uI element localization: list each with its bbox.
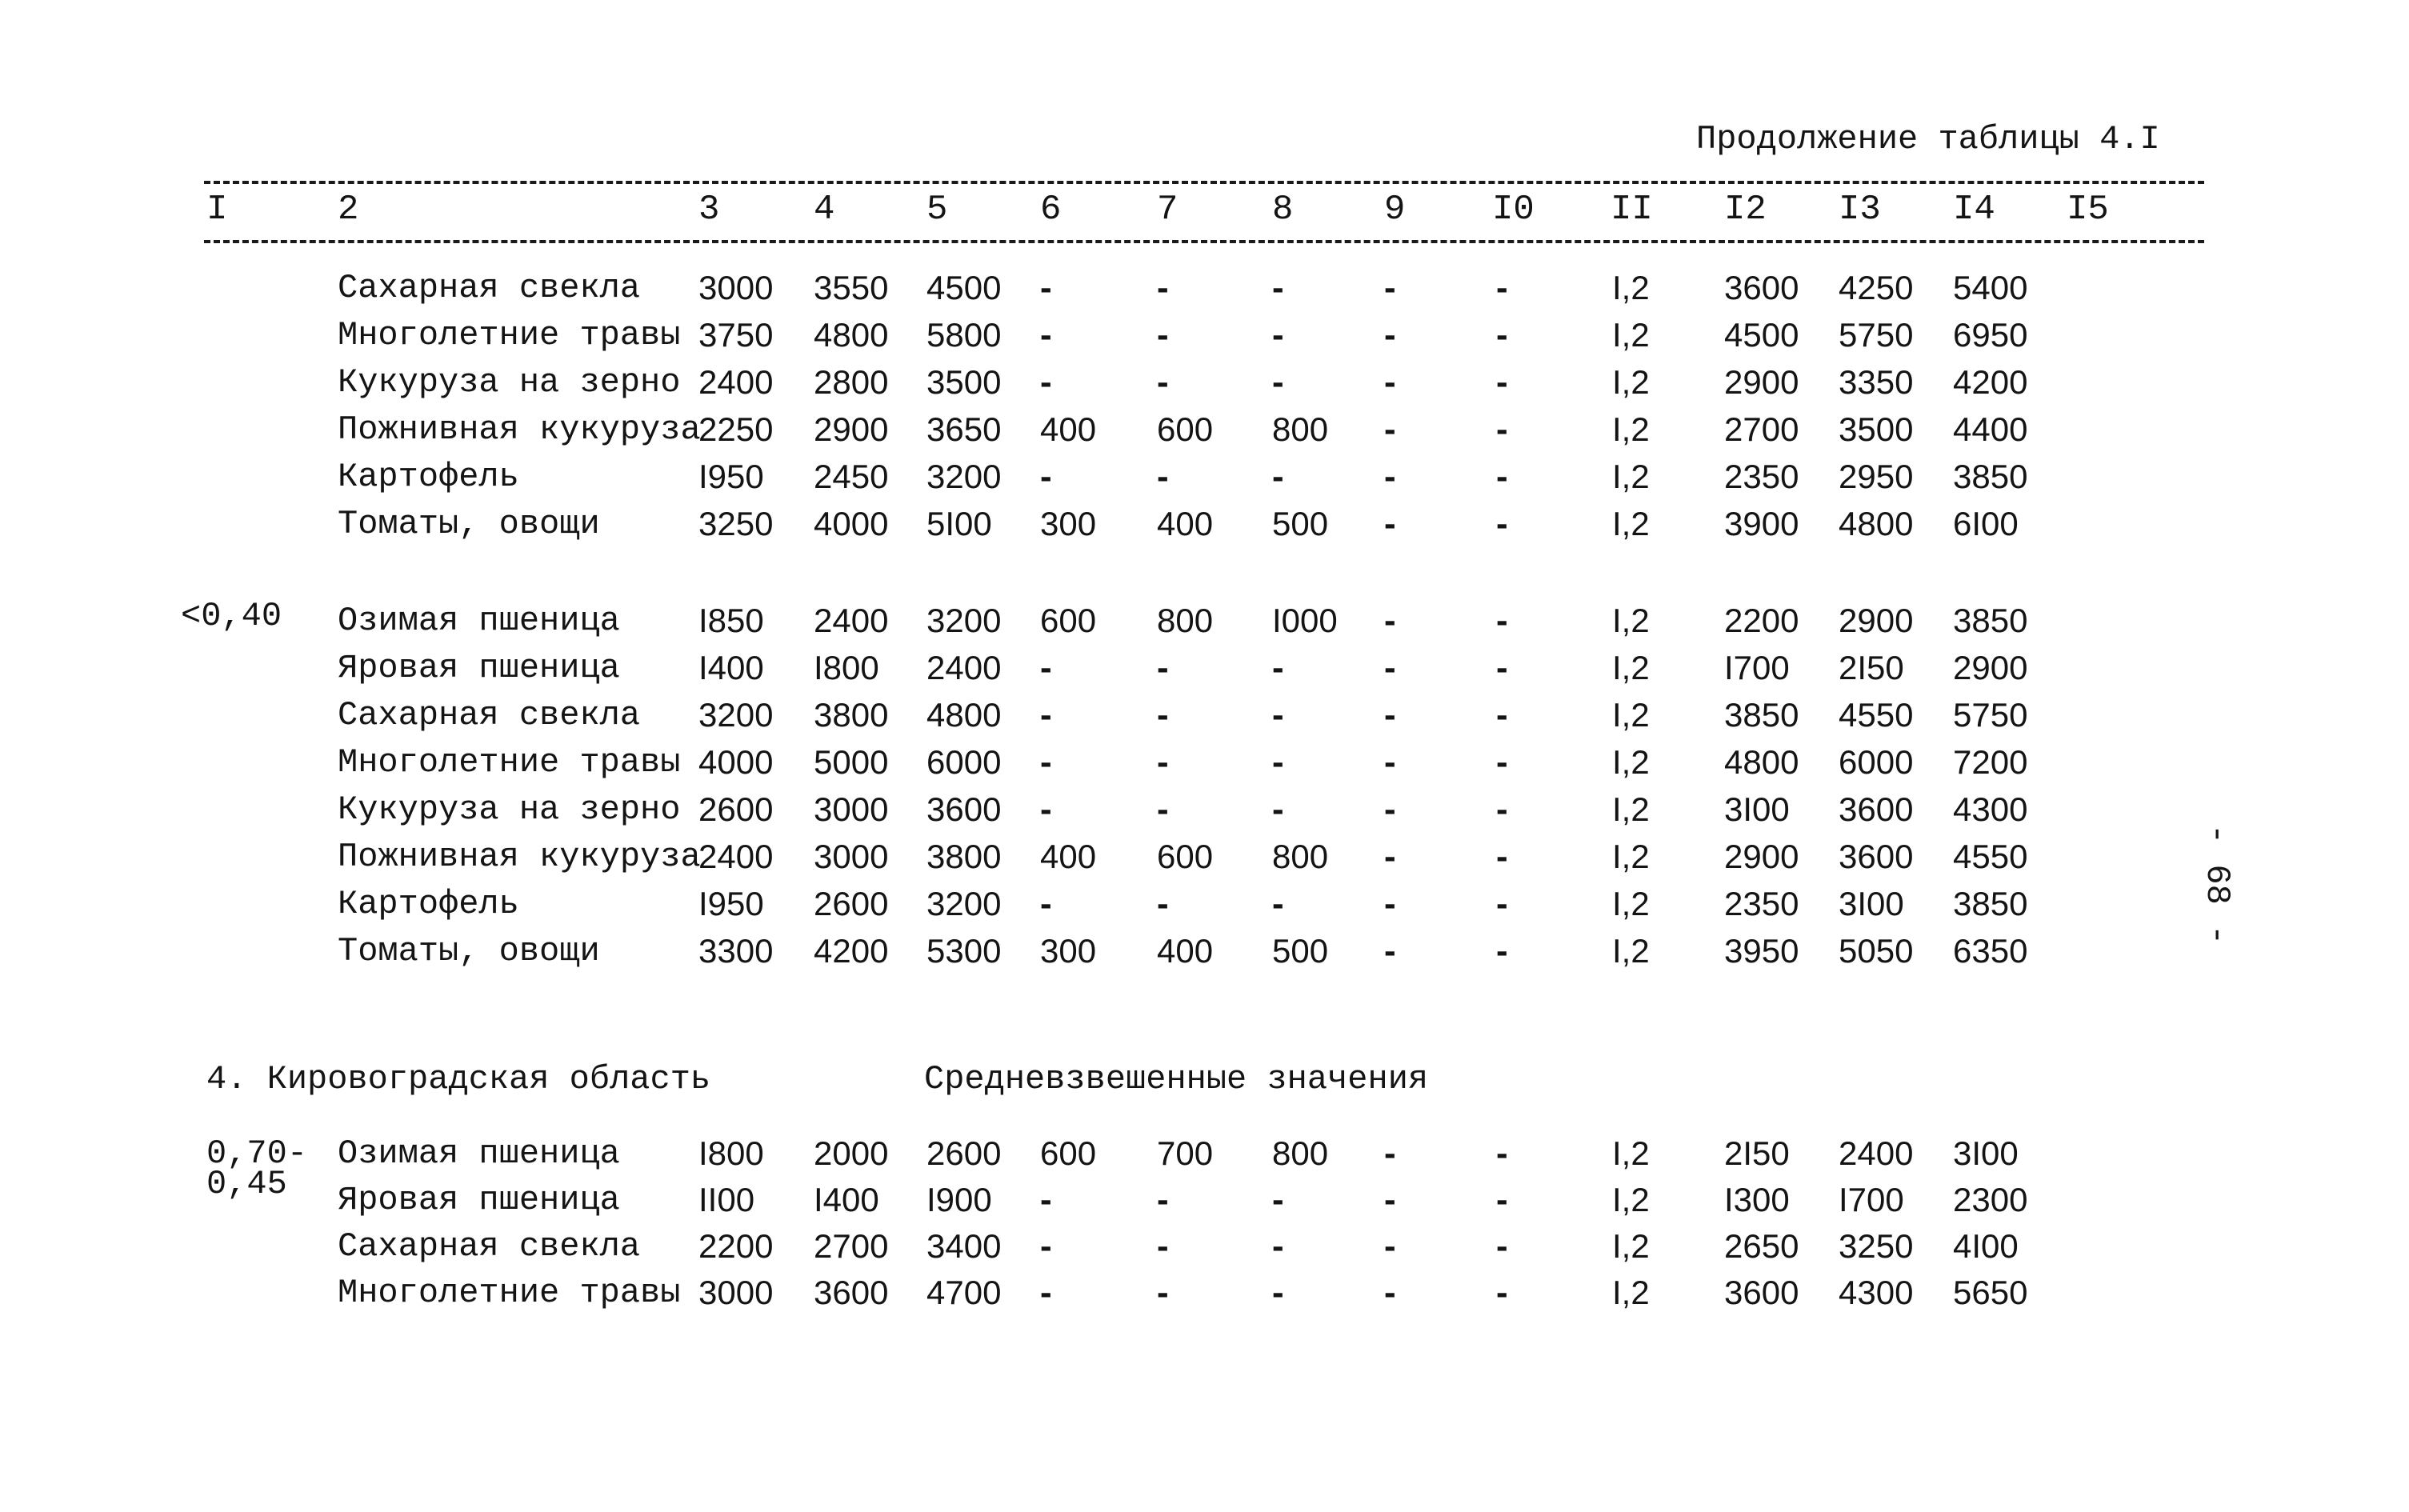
value-cell-c11: I,2 (1612, 316, 1650, 354)
value-cell-c9: - (1384, 268, 1396, 307)
crop-name-cell: Томаты, овощи (338, 505, 600, 543)
table-row (0, 882, 2240, 926)
value-cell-c7: - (1157, 362, 1169, 402)
value-cell-c8: - (1272, 742, 1284, 782)
value-cell-c9: - (1384, 884, 1396, 923)
value-cell-c13: 5050 (1839, 932, 1914, 970)
value-cell-c11: I,2 (1612, 1227, 1650, 1265)
value-cell-c9: - (1384, 601, 1396, 640)
value-cell-c12: 2650 (1724, 1227, 1799, 1265)
crop-name-cell: Пожнивная кукуруза (338, 838, 701, 876)
value-cell-c6: - (1040, 790, 1052, 829)
value-cell-c11: I,2 (1612, 649, 1650, 686)
value-cell-c9: - (1384, 648, 1396, 687)
value-cell-c10: - (1496, 410, 1508, 449)
value-cell-c13: 2950 (1839, 458, 1914, 495)
value-cell-c7: - (1157, 695, 1169, 734)
value-cell-c11: I,2 (1612, 458, 1650, 495)
value-cell-c11: I,2 (1612, 696, 1650, 734)
value-cell-c11: I,2 (1612, 602, 1650, 639)
value-cell-c6: - (1040, 742, 1052, 782)
value-cell-c7: - (1157, 1226, 1169, 1266)
table-row (0, 598, 2240, 643)
value-cell-c6: - (1040, 315, 1052, 354)
value-cell-c7: - (1157, 457, 1169, 496)
value-cell-c5: 3400 (926, 1227, 1002, 1265)
value-cell-c6: - (1040, 884, 1052, 923)
value-cell-c13: 2400 (1839, 1134, 1914, 1172)
value-cell-c3: 2400 (698, 838, 774, 875)
value-cell-c12: 3900 (1724, 505, 1799, 542)
value-cell-c12: 3600 (1724, 269, 1799, 306)
value-cell-c7: 600 (1157, 838, 1214, 875)
value-cell-c6: 600 (1040, 1134, 1097, 1172)
value-cell-c14: 6950 (1953, 316, 2028, 354)
value-cell-c11: I,2 (1612, 932, 1650, 970)
value-cell-c6: 300 (1040, 505, 1097, 542)
table-row (0, 929, 2240, 974)
value-cell-c14: 4300 (1953, 790, 2028, 828)
value-cell-c9: - (1384, 1180, 1396, 1219)
value-cell-c9: - (1384, 790, 1396, 829)
value-cell-c10: - (1496, 1134, 1508, 1173)
crop-name-cell: Пожнивная кукуруза (338, 410, 701, 449)
value-cell-c13: 3250 (1839, 1227, 1914, 1265)
value-cell-c3: 3250 (698, 505, 774, 542)
value-cell-c7: - (1157, 742, 1169, 782)
value-cell-c12: 2350 (1724, 458, 1799, 495)
value-cell-c9: - (1384, 504, 1396, 543)
value-cell-c10: - (1496, 457, 1508, 496)
value-cell-c14: 3850 (1953, 602, 2028, 639)
value-cell-c9: - (1384, 931, 1396, 970)
value-cell-c6: 600 (1040, 602, 1097, 639)
value-cell-c14: 2300 (1953, 1181, 2028, 1218)
group-c-label-line2: 0,45 (206, 1165, 287, 1203)
value-cell-c6: - (1040, 1180, 1052, 1219)
crop-name-cell: Многолетние травы (338, 743, 681, 782)
value-cell-c11: I,2 (1612, 269, 1650, 306)
value-cell-c13: 3350 (1839, 363, 1914, 401)
crop-name-cell: Кукуруза на зерно (338, 363, 681, 402)
value-cell-c3: 2400 (698, 363, 774, 401)
table-row (0, 787, 2240, 832)
crop-name-cell: Сахарная свекла (338, 696, 641, 734)
table-row (0, 740, 2240, 785)
table-row (0, 266, 2240, 310)
crop-name-cell: Картофель (338, 458, 519, 496)
value-cell-c5: 5800 (926, 316, 1002, 354)
value-cell-c8: - (1272, 884, 1284, 923)
value-cell-c6: 300 (1040, 932, 1097, 970)
value-cell-c5: I900 (926, 1181, 992, 1218)
value-cell-c3: 2600 (698, 790, 774, 828)
value-cell-c12: 2900 (1724, 838, 1799, 875)
value-cell-c7: - (1157, 884, 1169, 923)
table-caption: Продолжение таблицы 4.I (1696, 120, 2160, 158)
value-cell-c8: - (1272, 1273, 1284, 1312)
value-cell-c13: 4550 (1839, 696, 1914, 734)
value-cell-c14: 5650 (1953, 1274, 2028, 1311)
value-cell-c10: - (1496, 837, 1508, 876)
header-col-9: 9 (1384, 190, 1406, 230)
value-cell-c4: 2600 (814, 885, 889, 922)
value-cell-c4: 4800 (814, 316, 889, 354)
value-cell-c3: 2250 (698, 410, 774, 448)
value-cell-c4: 3000 (814, 790, 889, 828)
value-cell-c4: 2000 (814, 1134, 889, 1172)
value-cell-c5: 5300 (926, 932, 1002, 970)
value-cell-c10: - (1496, 362, 1508, 402)
value-cell-c8: - (1272, 648, 1284, 687)
value-cell-c5: 5I00 (926, 505, 992, 542)
header-col-10: I0 (1492, 190, 1535, 230)
page-number: - 68 - (2198, 824, 2236, 946)
value-cell-c7: - (1157, 790, 1169, 829)
value-cell-c10: - (1496, 1180, 1508, 1219)
value-cell-c10: - (1496, 601, 1508, 640)
value-cell-c3: 3750 (698, 316, 774, 354)
header-col-6: 6 (1040, 190, 1062, 230)
value-cell-c7: 400 (1157, 505, 1214, 542)
table-row (0, 1131, 2240, 1176)
value-cell-c8: - (1272, 695, 1284, 734)
value-cell-c7: - (1157, 1180, 1169, 1219)
value-cell-c13: 2900 (1839, 602, 1914, 639)
value-cell-c7: - (1157, 268, 1169, 307)
section-title: 4. Кировоградская область (206, 1060, 711, 1098)
value-cell-c14: 6I00 (1953, 505, 2019, 542)
value-cell-c6: - (1040, 695, 1052, 734)
value-cell-c3: 3300 (698, 932, 774, 970)
value-cell-c11: I,2 (1612, 505, 1650, 542)
value-cell-c12: I700 (1724, 649, 1790, 686)
value-cell-c3: I950 (698, 458, 764, 495)
value-cell-c9: - (1384, 1226, 1396, 1266)
value-cell-c8: - (1272, 315, 1284, 354)
value-cell-c11: I,2 (1612, 1274, 1650, 1311)
crop-name-cell: Озимая пшеница (338, 1134, 620, 1173)
value-cell-c9: - (1384, 1273, 1396, 1312)
value-cell-c9: - (1384, 362, 1396, 402)
value-cell-c8: 800 (1272, 1134, 1329, 1172)
group-c-label-line1: 0,70- (206, 1134, 308, 1173)
value-cell-c10: - (1496, 268, 1508, 307)
value-cell-c4: 4200 (814, 932, 889, 970)
value-cell-c5: 3200 (926, 458, 1002, 495)
value-cell-c9: - (1384, 742, 1396, 782)
value-cell-c5: 3800 (926, 838, 1002, 875)
value-cell-c5: 2600 (926, 1134, 1002, 1172)
crop-name-cell: Многолетние травы (338, 1274, 681, 1312)
value-cell-c13: 4300 (1839, 1274, 1914, 1311)
value-cell-c6: 400 (1040, 410, 1097, 448)
value-cell-c7: 600 (1157, 410, 1214, 448)
value-cell-c9: - (1384, 695, 1396, 734)
value-cell-c12: 3850 (1724, 696, 1799, 734)
value-cell-c13: 5750 (1839, 316, 1914, 354)
value-cell-c7: 700 (1157, 1134, 1214, 1172)
value-cell-c9: - (1384, 315, 1396, 354)
value-cell-c5: 3200 (926, 602, 1002, 639)
value-cell-c6: 400 (1040, 838, 1097, 875)
value-cell-c13: 2I50 (1839, 649, 1904, 686)
crop-name-cell: Многолетние травы (338, 316, 681, 354)
value-cell-c3: 4000 (698, 743, 774, 781)
value-cell-c9: - (1384, 1134, 1396, 1173)
value-cell-c11: I,2 (1612, 885, 1650, 922)
value-cell-c4: 2700 (814, 1227, 889, 1265)
value-cell-c11: I,2 (1612, 838, 1650, 875)
table-row (0, 834, 2240, 879)
section-note: Средневзвешенные значения (924, 1060, 1429, 1098)
value-cell-c7: - (1157, 315, 1169, 354)
value-cell-c13: 4250 (1839, 269, 1914, 306)
value-cell-c9: - (1384, 837, 1396, 876)
value-cell-c14: 2900 (1953, 649, 2028, 686)
value-cell-c13: I700 (1839, 1181, 1904, 1218)
value-cell-c10: - (1496, 931, 1508, 970)
value-cell-c6: - (1040, 268, 1052, 307)
value-cell-c4: 3600 (814, 1274, 889, 1311)
value-cell-c8: 500 (1272, 505, 1329, 542)
crop-name-cell: Яровая пшеница (338, 1181, 620, 1219)
table-row (0, 313, 2240, 358)
crop-name-cell: Яровая пшеница (338, 649, 620, 687)
value-cell-c14: 4I00 (1953, 1227, 2019, 1265)
value-cell-c7: 400 (1157, 932, 1214, 970)
table-row (0, 1270, 2240, 1315)
value-cell-c10: - (1496, 648, 1508, 687)
value-cell-c8: - (1272, 362, 1284, 402)
header-col-2: 2 (338, 190, 359, 230)
value-cell-c10: - (1496, 1273, 1508, 1312)
table-row (0, 502, 2240, 546)
crop-name-cell: Сахарная свекла (338, 269, 641, 307)
value-cell-c4: I400 (814, 1181, 879, 1218)
table-row (0, 693, 2240, 738)
value-cell-c10: - (1496, 504, 1508, 543)
value-cell-c6: - (1040, 362, 1052, 402)
value-cell-c10: - (1496, 884, 1508, 923)
value-cell-c5: 4500 (926, 269, 1002, 306)
value-cell-c12: 3600 (1724, 1274, 1799, 1311)
header-top-rule (204, 181, 2204, 184)
value-cell-c10: - (1496, 742, 1508, 782)
value-cell-c12: 2200 (1724, 602, 1799, 639)
value-cell-c7: 800 (1157, 602, 1214, 639)
header-col-4: 4 (814, 190, 835, 230)
table-header-row (0, 187, 2240, 232)
table-row (0, 1224, 2240, 1269)
value-cell-c6: - (1040, 1226, 1052, 1266)
value-cell-c5: 4700 (926, 1274, 1002, 1311)
value-cell-c5: 2400 (926, 649, 1002, 686)
value-cell-c3: I850 (698, 602, 764, 639)
crop-name-cell: Озимая пшеница (338, 602, 620, 640)
value-cell-c12: 2700 (1724, 410, 1799, 448)
value-cell-c12: 2I50 (1724, 1134, 1790, 1172)
table-row (0, 1178, 2240, 1222)
value-cell-c12: 3I00 (1724, 790, 1790, 828)
value-cell-c8: - (1272, 790, 1284, 829)
header-col-13: I3 (1839, 190, 1881, 230)
value-cell-c8: - (1272, 1226, 1284, 1266)
crop-name-cell: Сахарная свекла (338, 1227, 641, 1266)
header-col-11: II (1611, 190, 1653, 230)
value-cell-c11: I,2 (1612, 410, 1650, 448)
value-cell-c3: II00 (698, 1181, 755, 1218)
value-cell-c3: 3000 (698, 1274, 774, 1311)
value-cell-c8: - (1272, 1180, 1284, 1219)
value-cell-c5: 3200 (926, 885, 1002, 922)
value-cell-c14: 4200 (1953, 363, 2028, 401)
value-cell-c13: 3I00 (1839, 885, 1904, 922)
header-col-7: 7 (1157, 190, 1178, 230)
value-cell-c3: 3200 (698, 696, 774, 734)
value-cell-c14: 5750 (1953, 696, 2028, 734)
value-cell-c4: 4000 (814, 505, 889, 542)
value-cell-c5: 3600 (926, 790, 1002, 828)
crop-name-cell: Кукуруза на зерно (338, 790, 681, 829)
value-cell-c11: I,2 (1612, 790, 1650, 828)
value-cell-c5: 4800 (926, 696, 1002, 734)
value-cell-c12: 2350 (1724, 885, 1799, 922)
value-cell-c12: 4800 (1724, 743, 1799, 781)
value-cell-c4: 2800 (814, 363, 889, 401)
header-col-1: I (206, 190, 228, 230)
value-cell-c8: 500 (1272, 932, 1329, 970)
crop-name-cell: Томаты, овощи (338, 932, 600, 970)
value-cell-c6: - (1040, 457, 1052, 496)
value-cell-c4: 5000 (814, 743, 889, 781)
value-cell-c11: I,2 (1612, 743, 1650, 781)
table-row (0, 454, 2240, 499)
value-cell-c3: I400 (698, 649, 764, 686)
value-cell-c3: 2200 (698, 1227, 774, 1265)
group-b-label: <0,40 (181, 597, 282, 635)
value-cell-c8: 800 (1272, 838, 1329, 875)
value-cell-c10: - (1496, 315, 1508, 354)
header-col-15: I5 (2067, 190, 2109, 230)
value-cell-c13: 3600 (1839, 790, 1914, 828)
value-cell-c14: 7200 (1953, 743, 2028, 781)
value-cell-c9: - (1384, 457, 1396, 496)
value-cell-c12: 2900 (1724, 363, 1799, 401)
value-cell-c10: - (1496, 695, 1508, 734)
value-cell-c4: 3000 (814, 838, 889, 875)
value-cell-c14: 4550 (1953, 838, 2028, 875)
value-cell-c7: - (1157, 1273, 1169, 1312)
header-col-5: 5 (926, 190, 948, 230)
header-col-8: 8 (1272, 190, 1294, 230)
table-row (0, 407, 2240, 452)
value-cell-c14: 6350 (1953, 932, 2028, 970)
value-cell-c8: 800 (1272, 410, 1329, 448)
value-cell-c13: 4800 (1839, 505, 1914, 542)
value-cell-c11: I,2 (1612, 363, 1650, 401)
table-row (0, 360, 2240, 405)
value-cell-c11: I,2 (1612, 1181, 1650, 1218)
value-cell-c7: - (1157, 648, 1169, 687)
value-cell-c8: - (1272, 268, 1284, 307)
value-cell-c10: - (1496, 1226, 1508, 1266)
value-cell-c4: 2900 (814, 410, 889, 448)
value-cell-c12: 3950 (1724, 932, 1799, 970)
value-cell-c11: I,2 (1612, 1134, 1650, 1172)
value-cell-c12: 4500 (1724, 316, 1799, 354)
value-cell-c14: 4400 (1953, 410, 2028, 448)
value-cell-c13: 3500 (1839, 410, 1914, 448)
header-col-3: 3 (698, 190, 720, 230)
value-cell-c14: 3850 (1953, 885, 2028, 922)
value-cell-c4: I800 (814, 649, 879, 686)
value-cell-c9: - (1384, 410, 1396, 449)
value-cell-c8: I000 (1272, 602, 1338, 639)
value-cell-c14: 3850 (1953, 458, 2028, 495)
value-cell-c6: - (1040, 648, 1052, 687)
value-cell-c4: 2400 (814, 602, 889, 639)
header-col-14: I4 (1953, 190, 1995, 230)
crop-name-cell: Картофель (338, 885, 519, 923)
value-cell-c3: 3000 (698, 269, 774, 306)
value-cell-c5: 3650 (926, 410, 1002, 448)
value-cell-c10: - (1496, 790, 1508, 829)
header-col-12: I2 (1724, 190, 1767, 230)
value-cell-c5: 3500 (926, 363, 1002, 401)
value-cell-c14: 3I00 (1953, 1134, 2019, 1172)
value-cell-c3: I950 (698, 885, 764, 922)
value-cell-c5: 6000 (926, 743, 1002, 781)
header-bottom-rule (204, 240, 2204, 243)
value-cell-c3: I800 (698, 1134, 764, 1172)
value-cell-c4: 3550 (814, 269, 889, 306)
value-cell-c13: 3600 (1839, 838, 1914, 875)
value-cell-c4: 2450 (814, 458, 889, 495)
value-cell-c8: - (1272, 457, 1284, 496)
value-cell-c6: - (1040, 1273, 1052, 1312)
value-cell-c4: 3800 (814, 696, 889, 734)
table-row (0, 646, 2240, 690)
value-cell-c14: 5400 (1953, 269, 2028, 306)
value-cell-c13: 6000 (1839, 743, 1914, 781)
value-cell-c12: I300 (1724, 1181, 1790, 1218)
